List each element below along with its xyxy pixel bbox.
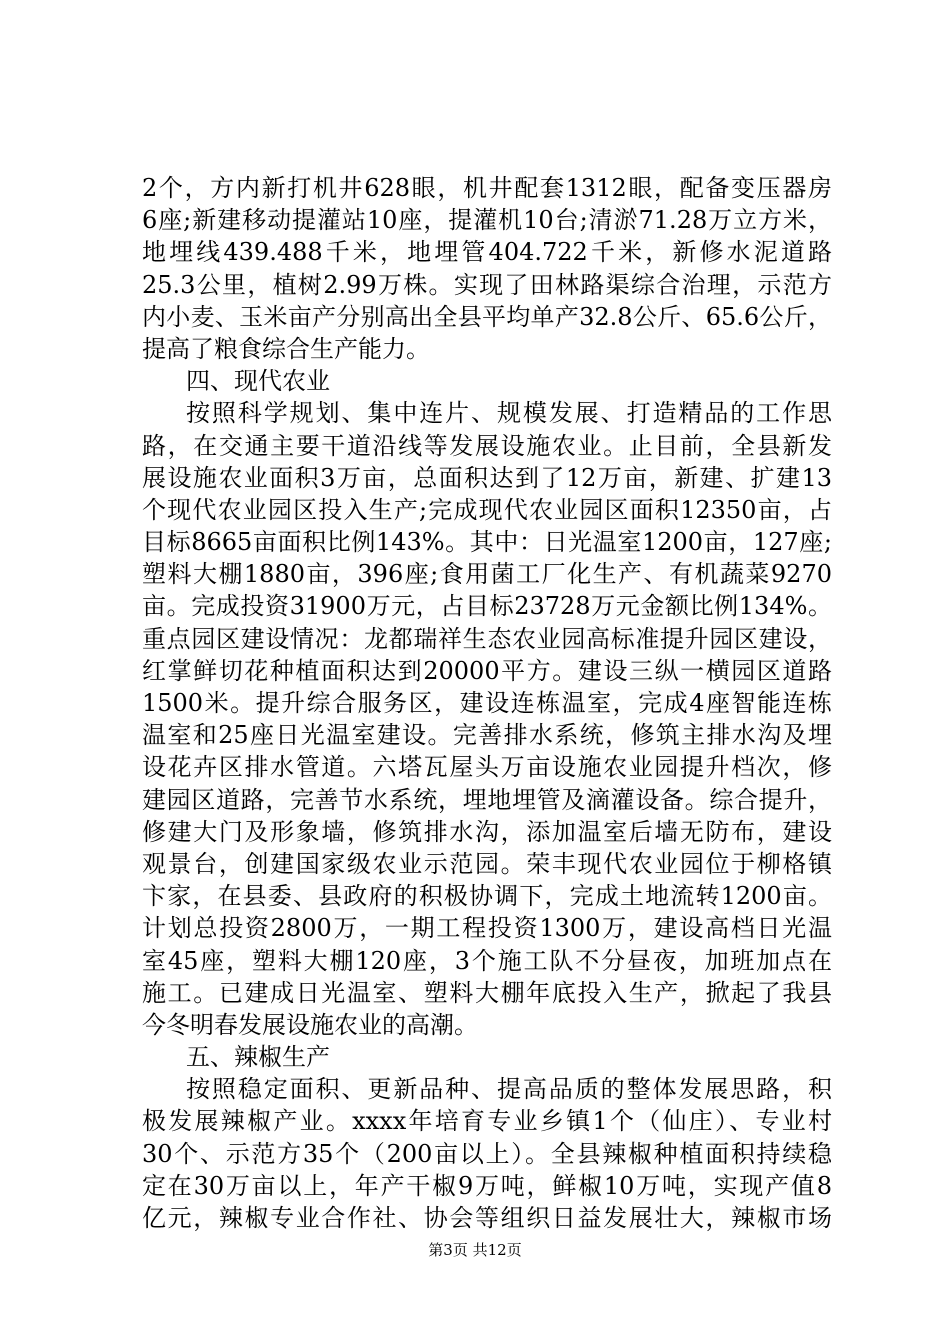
text-line: 塑料大棚1880亩，396座;食用菌工厂化生产、有机蔬菜9270 (142, 560, 832, 589)
text-line: 建园区道路，完善节水系统，埋地埋管及滴灌设备。综合提升， (142, 785, 832, 814)
text-line: 四、现代农业 (186, 367, 330, 396)
text-line: 个现代农业园区投入生产;完成现代农业园区面积12350亩，占 (142, 495, 832, 524)
text-line: 设花卉区排水管道。六塔瓦屋头万亩设施农业园提升档次，修 (142, 753, 832, 782)
text-line: 30个、示范方35个（200亩以上）。全县辣椒种植面积持续稳 (142, 1139, 832, 1168)
text-line: 今冬明春发展设施农业的高潮。 (142, 1010, 478, 1039)
text-line: 施工。已建成日光温室、塑料大棚年底投入生产，掀起了我县 (142, 978, 832, 1007)
page-footer: 第3页 共12页 (428, 1241, 522, 1259)
document-body (142, 172, 832, 1234)
text-line: 五、辣椒生产 (186, 1043, 330, 1072)
text-line: 室45座，塑料大棚120座，3个施工队不分昼夜，加班加点在 (142, 946, 832, 975)
text-line: 亩。完成投资31900万元，占目标23728万元金额比例134%。 (142, 592, 832, 621)
text-line: 观景台，创建国家级农业示范园。荣丰现代农业园位于柳格镇 (142, 849, 832, 878)
text-line: 红掌鲜切花种植面积达到20000平方。建设三纵一横园区道路 (142, 656, 832, 685)
text-line: 亿元，辣椒专业合作社、协会等组织日益发展壮大，辣椒市场 (142, 1204, 832, 1232)
text-line: 地埋线439.488千米，地埋管404.722千米，新修水泥道路 (142, 238, 832, 267)
text-line: 卞家，在县委、县政府的积极协调下，完成土地流转1200亩。 (142, 882, 832, 911)
text-line: 1500米。提升综合服务区，建设连栋温室，完成4座智能连栋 (142, 689, 832, 717)
text-line: 目标8665亩面积比例143%。其中：日光温室1200亩，127座; (142, 528, 832, 557)
text-line: 6座;新建移动提灌站10座，提灌机10台;清淤71.28万立方米， (142, 206, 832, 235)
text-line: 修建大门及形象墙，修筑排水沟，添加温室后墙无防布，建设 (142, 817, 832, 846)
text-line: 温室和25座日光温室建设。完善排水系统，修筑主排水沟及埋 (142, 721, 832, 750)
text-line: 25.3公里，植树2.99万株。实现了田林路渠综合治理，示范方 (142, 270, 832, 299)
text-line: 极发展辣椒产业。xxxx年培育专业乡镇1个（仙庄）、专业村 (142, 1107, 832, 1136)
text-line: 计划总投资2800万，一期工程投资1300万，建设高档日光温 (142, 914, 832, 943)
text-line: 路，在交通主要干道沿线等发展设施农业。止目前，全县新发 (142, 431, 832, 460)
text-line: 2个，方内新打机井628眼，机井配套1312眼，配备变压器房 (142, 174, 832, 202)
text-line: 按照科学规划、集中连片、规模发展、打造精品的工作思 (186, 399, 832, 428)
text-line: 提高了粮食综合生产能力。 (142, 334, 430, 363)
text-line: 重点园区建设情况：龙都瑞祥生态农业园高标准提升园区建设， (142, 624, 832, 653)
text-line: 按照稳定面积、更新品种、提高品质的整体发展思路，积 (186, 1075, 832, 1104)
text-line: 展设施农业面积3万亩，总面积达到了12万亩，新建、扩建13 (142, 463, 832, 492)
text-line: 内小麦、玉米亩产分别高出全县平均单产32.8公斤、65.6公斤， (142, 302, 832, 331)
text-line: 定在30万亩以上，年产干椒9万吨，鲜椒10万吨，实现产值8 (142, 1171, 832, 1200)
